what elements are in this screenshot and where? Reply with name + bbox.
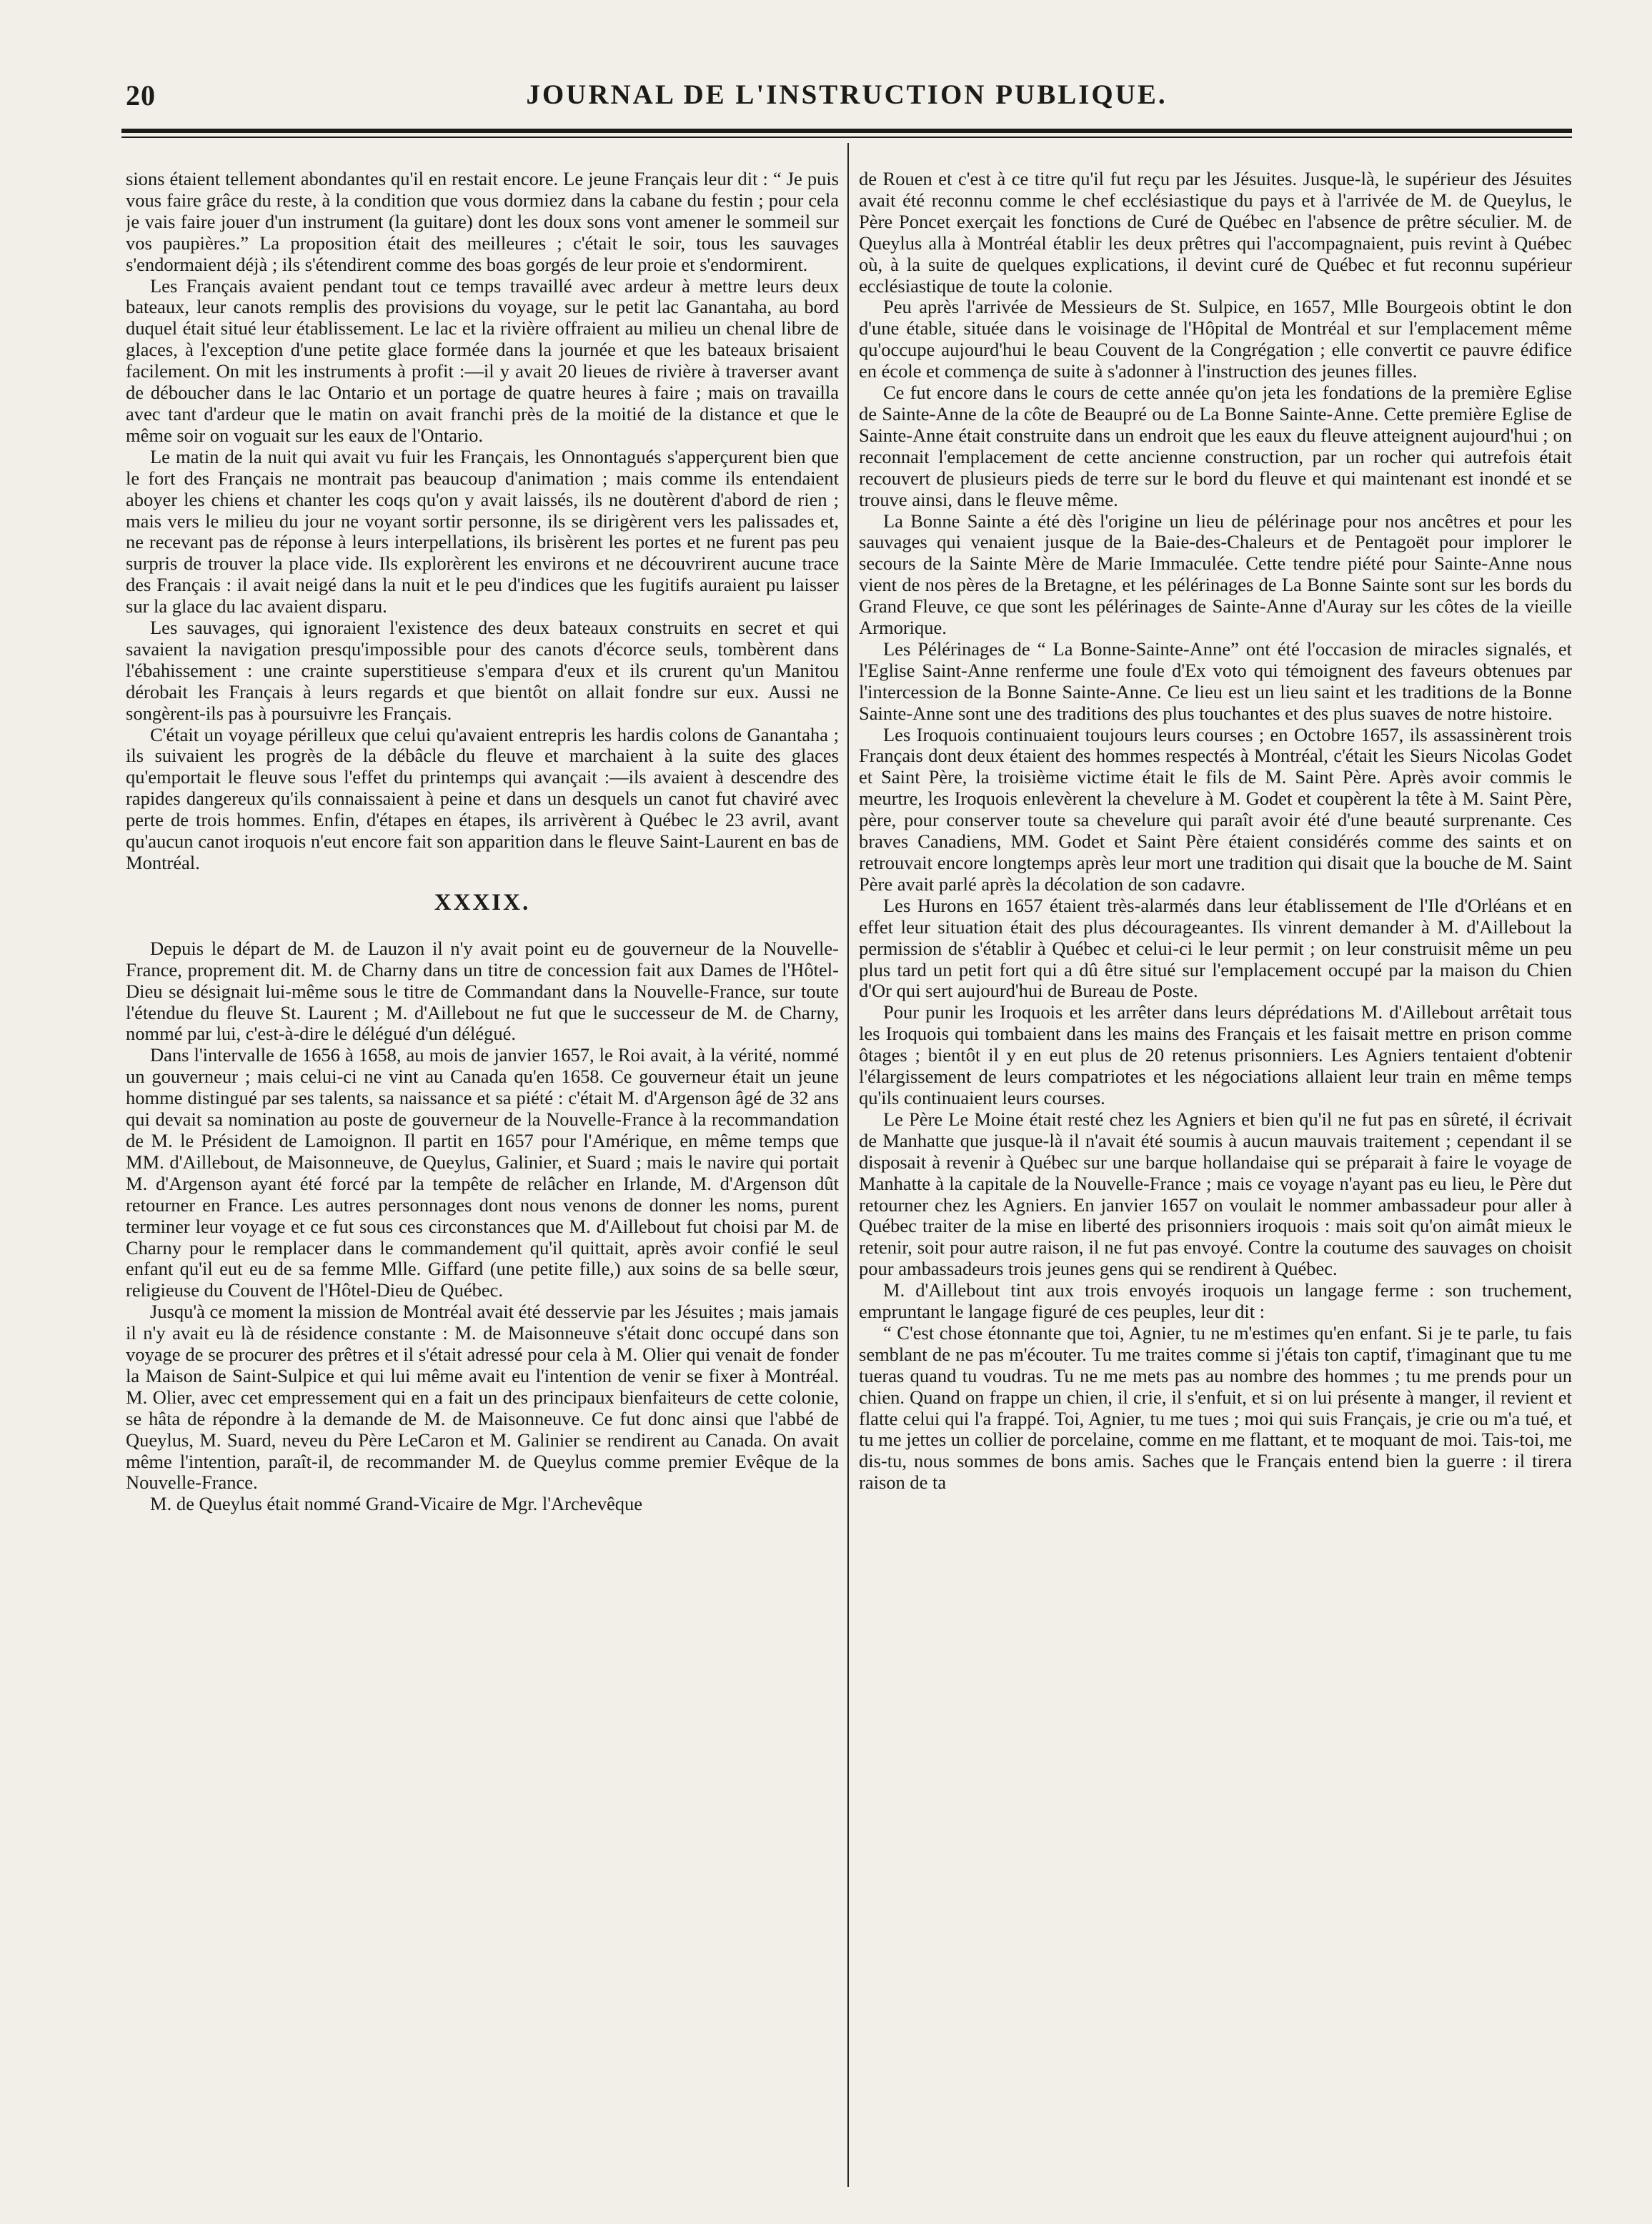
paragraph: sions étaient tellement abondantes qu'il en restait encore. Le jeune Français leur dit : “ Je puis vous faire grâce du reste, à la condition que vous dormiez dans la cabane du festin ; pour cela je vais faire jouer d'un instrument (la guitare) dont les doux sons vont amener le sommeil sur vos paupières.” La proposition était des meilleures ; c'était le soir, tous les sauvages s'endormaient déjà ; ils s'étendirent comme des boas gorgés de leur proie et s'endormirent. [126, 169, 839, 275]
paragraph: Le Père Le Moine était resté chez les Agniers et bien qu'il ne fut pas en sûreté, il écrivait de Manhatte que jusque-là il n'avait été soumis à aucun mauvais traitement ; cependant il se disposait à revenir à Québec sur une barque hollandaise qui se préparait à faire le voyage de Manhatte à la capitale de la Nouvelle-France ; mais ce voyage n'ayant pas eu lieu, le Père dut retourner chez les Agniers. En janvier 1657 on voulait le nommer ambassadeur pour aller à Québec traiter de la mise en liberté des prisonniers iroquois : mais soit qu'on aimât mieux le retenir, soit pour autre raison, il ne fut pas envoyé. Contre la coutume des sauvages on choisit pour ambassadeurs trois jeunes gens qui se rendirent à Québec. [859, 1108, 1572, 1280]
header-rule-thick [121, 129, 1572, 133]
paragraph: Le matin de la nuit qui avait vu fuir les Français, les Onnontagués s'apperçurent bien que le fort des Français ne montrait pas beaucoup d'animation ; mais comme ils entendaient aboyer les chiens et chanter les coqs qu'on y avait laissés, ils ne doutèrent d'abord de rien ; mais vers le milieu du jour ne voyant sortir personne, ils se dirigèrent vers les palissades et, ne recevant pas de réponse à leurs interpellations, ils brisèrent les portes et ne furent pas peu surpris de trouver la place vide. Ils explorèrent les environs et ne découvrirent aucune trace des Français : il avait neigé dans la nuit et le peu d'indices que les fugitifs auraient pu laisser sur la glace du lac avaient disparu. [126, 445, 839, 617]
paragraph: Pour punir les Iroquois et les arrêter dans leurs déprédations M. d'Aillebout arrêtait tous les Iroquois qui tombaient dans les mains des Français et les faisait mettre en prison comme ôtages ; bientôt il y en eut plus de 20 retenus prisonniers. Les Agniers tentaient d'obtenir l'élargissement de leurs compatriotes et les négociations allaient leur train en même temps qu'ils continuaient leurs courses. [859, 1001, 1572, 1108]
paragraph: M. d'Aillebout tint aux trois envoyés iroquois un langage ferme : son truchement, empruntant le langage figuré de ces peuples, leur dit : [859, 1279, 1572, 1323]
page-number: 20 [126, 79, 156, 111]
paragraph: Jusqu'à ce moment la mission de Montréal avait été desservie par les Jésuites ; mais jamais il n'y avait eu là de résidence constante : M. de Maisonneuve s'était donc occupé dans son voyage de se procurer des prêtres et il s'était adressé pour cela à M. Olier qui venait de fonder la Maison de Saint-Sulpice et qui lui même avait eu l'intention de venir se fixer à Montréal. M. Olier, avec cet empressement qui en a fait un des principaux bienfaiteurs de cette colonie, se hâta de répondre à la demande de M. de Maisonneuve. Ce fut donc ainsi que l'abbé de Queylus, M. Suard, neveu du Père LeCaron et M. Galinier se rendirent au Canada. On avait même l'intention, paraît-il, de recommander M. de Queylus comme premier Evêque de la Nouvelle-France. [126, 1301, 839, 1494]
paragraph: Depuis le départ de M. de Lauzon il n'y avait point eu de gouverneur de la Nouvelle-France, proprement dit. M. de Charny dans un titre de concession fait aux Dames de l'Hôtel-Dieu se désignait lui-même sous le titre de Commandant dans la Nouvelle-France, sur toute l'étendue du fleuve St. Laurent ; M. d'Aillebout ne fut que le successeur de M. de Charny, nommé par lui, c'est-à-dire le délégué d'un délégué. [126, 937, 839, 1045]
section-heading: XXXIX. [434, 889, 531, 915]
running-title: JOURNAL DE L'INSTRUCTION PUBLIQUE. [526, 79, 1168, 110]
paragraph: Peu après l'arrivée de Messieurs de St. Sulpice, en 1657, Mlle Bourgeois obtint le don d'une étable, située dans le voisinage de l'Hôpital de Montréal et sur l'emplacement même qu'occupe aujourd'hui le beau Couvent de la Congrégation ; elle convertit ce pauvre édifice en école et commença de suite à s'adonner à l'instruction des jeunes filles. [859, 296, 1572, 382]
paragraph: “ C'est chose étonnante que toi, Agnier, tu ne m'estimes qu'en enfant. Si je te parle, tu fais semblant de ne pas m'écouter. Tu me traites comme si j'étais ton captif, t'imaginant que tu me tueras quand tu voudras. Tu ne me mets pas au nombre des hommes ; tu me prends pour un chien. Quand on frappe un chien, il crie, il s'enfuit, et si on lui présente à manger, il revient et flatte celui qui l'a frappé. Toi, Agnier, tu me tues ; moi qui suis Français, je crie ou m'a tué, et tu me jettes un collier de porcelaine, comme en me flattant, et te moquant de moi. Tais-toi, me dis-tu, nous sommes de bons amis. Saches que le Français entend bien la guerre : il tirera raison de ta [859, 1321, 1572, 1494]
paragraph: C'était un voyage périlleux que celui qu'avaient entrepris les hardis colons de Ganantaha ; ils suivaient les progrès de la débâcle du fleuve et marchaient à la suite des glaces qu'emportait le fleuve sous l'effet du printemps qui avançait :—ils avaient à descendre des rapides dangereux qu'ils connaissaient à peine et dans un desquels un canot fut chaviré avec perte de trois hommes. Enfin, d'étapes en étapes, ils arrivèrent à Québec le 23 avril, avant qu'aucun canot iroquois n'eut encore fait son apparition dans le fleuve Saint-Laurent en bas de Montréal. [126, 723, 839, 873]
column-divider [847, 143, 849, 2187]
paragraph: M. de Queylus était nommé Grand-Vicaire de Mgr. l'Archevêque [150, 1493, 643, 1515]
paragraph: Les Français avaient pendant tout ce temps travaillé avec ardeur à mettre leurs deux bateaux, leur canots remplis des provisions du voyage, sur le petit lac Ganantaha, au bord duquel était situé leur établissement. Le lac et la rivière offraient au milieu un chenal libre de glaces, à l'exception d'une petite glace formée dans la journée et que les bateaux brisaient facilement. On mit les instruments à profit :—il y avait 20 lieues de rivière à traverser avant de déboucher dans le lac Ontario et un portage de quatre heures à faire ; mais on travailla avec tant d'ardeur que le matin on avait franchi près de la moitié de la distance et que le même soir on voguait sur les eaux de l'Ontario. [126, 274, 839, 446]
paragraph: Les Pélérinages de “ La Bonne-Sainte-Anne” ont été l'occasion de miracles signalés, et l'Eglise Saint-Anne renferme une foule d'Ex voto qui témoignent des faveurs obtenues par l'intercession de la Bonne Sainte-Anne. Ce lieu est un lieu saint et les traditions de la Bonne Sainte-Anne sont une des traditions des plus touchantes et des plus suaves de notre histoire. [859, 637, 1572, 724]
page-header [121, 74, 1572, 117]
paragraph: Les sauvages, qui ignoraient l'existence des deux bateaux construits en secret et qui savaient la navigation presqu'impossible pour des canots d'écorce seuls, tombèrent dans l'ébahissement : une crainte superstitieuse s'empara d'eux et ils crurent qu'un Manitou dérobait les Français à leurs regards et que bientôt on allait fondre sur eux. Aussi ne songèrent-ils pas à poursuivre les Français. [126, 617, 839, 724]
paragraph: Ce fut encore dans le cours de cette année qu'on jeta les fondations de la première Eglise de Sainte-Anne de la côte de Beaupré ou de La Bonne Sainte-Anne. Cette première Eglise de Sainte-Anne était construite dans un endroit que les eaux du fleuve atteignent aujourd'hui ; on reconnait l'emplacement de cette ancienne construction, par un rocher qui autrefois était recouvert de plusieurs pieds de terre sur le bord du fleuve et qui maintenant est inondé et se trouve ainsi, dans le fleuve même. [859, 382, 1572, 510]
header-rule-thin [121, 136, 1572, 138]
paragraph: Dans l'intervalle de 1656 à 1658, au mois de janvier 1657, le Roi avait, à la vérité, nommé un gouverneur ; mais celui-ci ne vint au Canada qu'en 1658. Ce gouverneur était un jeune homme distingué par ses talents, sa naissance et sa piété : c'était M. d'Argenson âgé de 32 ans qui devait sa nomination au poste de gouverneur de la Nouvelle-France à la recommandation de M. le Président de Lamoignon. Il partit en 1657 pour l'Amérique, en même temps que MM. d'Aillebout, de Maisonneuve, de Queylus, Galinier, et Suard ; mais le navire qui portait M. d'Argenson ayant été forcé par la tempête de relâcher en Irlande, M. d'Argenson dût retourner en France. Les autres personnages dont nous venons de donner les noms, purent terminer leur voyage et ce fut sous ces circonstances que M. d'Aillebout fut choisi par M. de Charny pour le remplacer dans le commandement qu'il quittait, après avoir confié le seul enfant qu'il eut eu de sa femme Mlle. Giffard (une petite fille,) aux soins de sa belle sœur, religieuse du Couvent de l'Hôtel-Dieu de Québec. [126, 1044, 839, 1301]
paragraph: de Rouen et c'est à ce titre qu'il fut reçu par les Jésuites. Jusque-là, le supérieur des Jésuites avait été reconnu comme le chef ecclésiastique du pays et à l'arrivée de M. de Queylus, le Père Poncet exerçait les fonctions de Curé de Québec en l'absence de prêtre séculier. M. de Queylus alla à Montréal établir les deux prêtres qui l'accompagnaient, puis revint à Québec où, à la suite de quelques explications, il devint curé de Québec et fut reconnu supérieur ecclésiastique de toute la colonie. [859, 169, 1572, 297]
paragraph: La Bonne Sainte a été dès l'origine un lieu de pélérinage pour nos ancêtres et pour les sauvages qui venaient jusque de la Baie-des-Chaleurs et de Pentagoët pour implorer le secours de la Sainte Mère de Marie Immaculée. Cette tendre piété pour Sainte-Anne nous vient de nos pères de la Bretagne, et les pélérinages de La Bonne Sainte sont sur les bords du Grand Fleuve, ce que sont les pélérinages de Sainte-Anne d'Auray sur les côtes de la vieille Armorique. [859, 510, 1572, 639]
paragraph: Les Hurons en 1657 étaient très-alarmés dans leur établissement de l'Ile d'Orléans et en effet leur situation était des plus décourageantes. Ils vinrent demander à M. d'Aillebout la permission de s'établir à Québec et celui-ci le leur permit ; on leur construisit même un peu plus tard un petit fort qui a dû être situé sur l'emplacement occupé par la maison du Chien d'Or qui sert aujourd'hui de Bureau de Poste. [859, 894, 1572, 1002]
right-column [859, 169, 1572, 2191]
paragraph: Les Iroquois continuaient toujours leurs courses ; en Octobre 1657, ils assassinèrent trois Français dont deux étaient des hommes respectés à Montréal, c'était les Sieurs Nicolas Godet et Saint Père, la troisième victime était le fils de M. Saint Père. Après avoir commis le meurtre, les Iroquois enlevèrent la chevelure à M. Godet et coupèrent la tête à M. Saint Père, père, pour conserver toute sa chevelure qui paraît avoir été d'une beauté surprenante. Ces braves Canadiens, MM. Godet et Saint Père étaient considérés comme des saints et on retrouvait encore longtemps après leur mort une tradition qui disait que la bouche de M. Saint Père avait parlé après la décolation de son cadavre. [859, 723, 1572, 895]
left-column [126, 169, 839, 2191]
